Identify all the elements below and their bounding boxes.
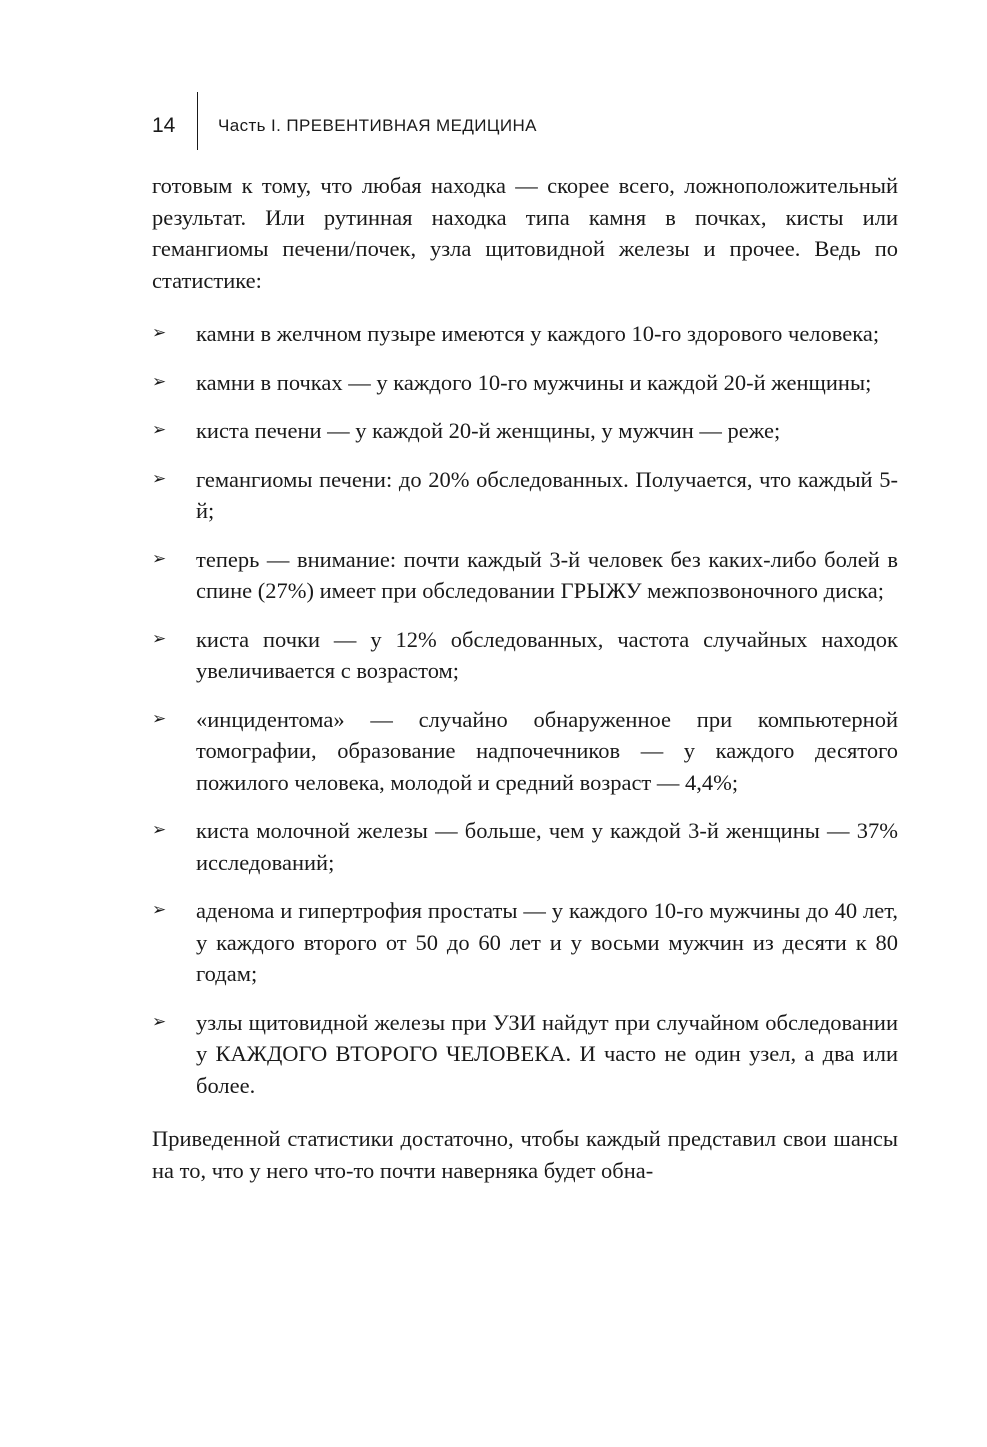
arrow-bullet-icon: ➢ (152, 820, 167, 840)
running-title: Часть I. ПРЕВЕНТИВНАЯ МЕДИЦИНА (218, 116, 537, 135)
intro-paragraph: готовым к тому, что любая находка — скорее всего, ложноположительный результат. Или рутинная находка типа камня в почках, кисты или гемангиомы печени/почек, узла щитовидной железы и прочее. Ведь по статистике: (152, 173, 898, 293)
list-item (152, 415, 898, 447)
list-item-text: «инцидентома» — случайно обнаруженное при компьютерной томографии, образование надпочечников — у каждого десятого пожилого человека, молодой и средний возраст — 4,4%; (196, 706, 898, 795)
arrow-bullet-icon: ➢ (152, 708, 167, 729)
arrow-bullet-icon: ➢ (152, 420, 167, 440)
list-item-text: камни в почках — у каждого 10-го мужчины и каждой 20-й женщины; (196, 369, 872, 395)
running-header (152, 92, 902, 150)
arrow-bullet-icon: ➢ (152, 323, 167, 343)
arrow-bullet-icon: ➢ (152, 628, 167, 649)
list-item-text: теперь — внимание: почти каждый 3-й человек без каких-либо болей в спине (27%) имеет при обследовании ГРЫЖУ межпозвоночного диска; (196, 546, 898, 603)
header-divider (197, 92, 198, 150)
list-item (152, 895, 898, 990)
list-item (152, 318, 898, 350)
arrow-bullet-icon: ➢ (152, 1011, 167, 1032)
statistics-list (152, 318, 898, 1101)
list-item (152, 815, 898, 878)
list-item-text: киста печени — у каждой 20-й женщины, у мужчин — реже; (196, 418, 781, 443)
arrow-bullet-icon: ➢ (152, 548, 167, 569)
list-item-text: киста почки — у 12% обследованных, частота случайных находок увеличивается с возрастом; (196, 626, 898, 683)
list-item-text: киста молочной железы — больше, чем у каждой 3-й женщины — 37% исследований; (196, 818, 898, 875)
arrow-bullet-icon: ➢ (152, 468, 167, 489)
list-item (152, 1007, 898, 1102)
page-body (152, 170, 898, 1186)
list-item (152, 624, 898, 687)
closing-paragraph: Приведенной статистики достаточно, чтобы каждый представил свои шансы на то, что у него что-то почти наверняка будет обна- (152, 1126, 898, 1183)
list-item-text: узлы щитовидной железы при УЗИ найдут при случайном обследовании у КАЖДОГО ВТОРОГО ЧЕЛОВЕКА. И часто не один узел, а два или более. (196, 1009, 898, 1098)
list-item-text: гемангиомы печени: до 20% обследованных. Получается, что каждый 5-й; (196, 466, 898, 523)
list-item (152, 367, 898, 399)
arrow-bullet-icon: ➢ (152, 371, 167, 392)
list-item (152, 464, 898, 527)
arrow-bullet-icon: ➢ (152, 900, 167, 920)
list-item (152, 704, 898, 799)
page-number: 14 (152, 114, 176, 137)
list-item (152, 544, 898, 607)
list-item-text: камни в желчном пузыре имеются у каждого 10-го здорового человека; (196, 321, 880, 346)
list-item-text: аденома и гипертрофия простаты — у каждого 10-го мужчины до 40 лет, у каждого второго от 50 до 60 лет и у восьми мужчин из десяти к 80 годам; (196, 898, 898, 986)
